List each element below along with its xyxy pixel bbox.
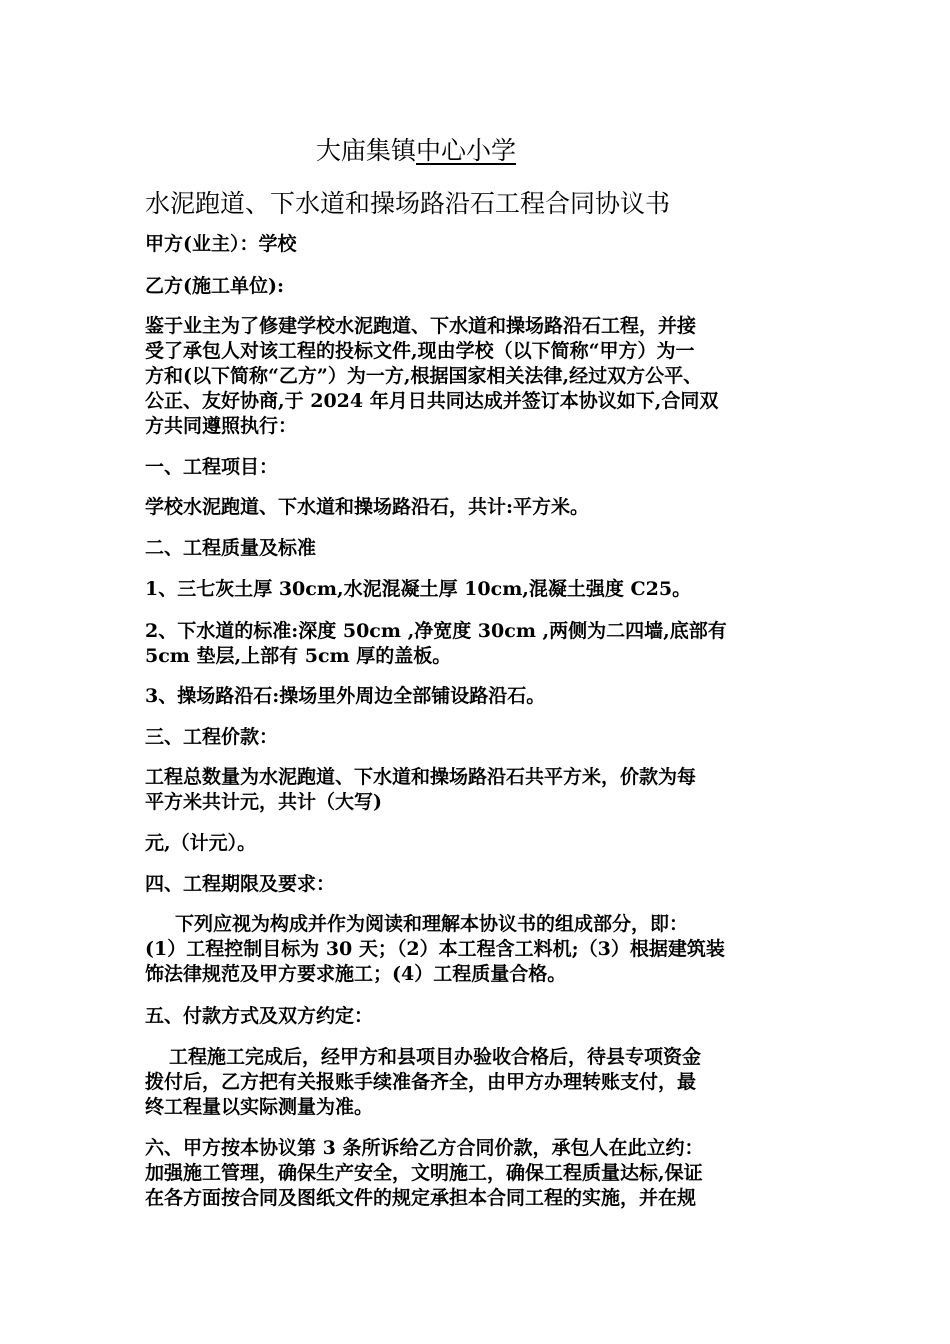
section-4-heading: 四、工程期限及要求： xyxy=(145,873,336,895)
section-1-body: 学校水泥跑道、下水道和操场路沿石，共计:平方米。 xyxy=(145,496,590,518)
preamble-paragraph: 鉴于业主为了修建学校水泥跑道、下水道和操场路沿石工程，并接 受了承包人对该工程的投标文件,现由学校（以下简称“甲方）为一 方和(以下简称“乙方”）为一方,根据国家相关法律,经过双方公平、 公正、友好协商,于 2024 年月日共同达成并签订本协议如下,合同双 方共同遵照执行： xyxy=(145,315,719,437)
section-5-body: 工程施工完成后，经甲方和县项目办验收合格后，待县专项资金 拨付后，乙方把有关报账手续准备齐全，由甲方办理转账支付，最 终工程量以实际测量为准。 xyxy=(145,1046,702,1118)
section-2-item-3: 3、操场路沿石:操场里外周边全部铺设路沿石。 xyxy=(145,685,546,707)
section-2-item-1: 1、三七灰土厚 30cm,水泥混凝土厚 10cm,混凝土强度 C25。 xyxy=(145,578,692,600)
school-name-prefix: 大庙集镇 xyxy=(316,136,417,165)
section-2-item-2: 2、下水道的标准:深度 50cm ,净宽度 30cm ,两侧为二四墙,底部有 5cm 垫层,上部有 5cm 厚的盖板。 xyxy=(145,620,727,667)
school-name xyxy=(316,134,516,168)
section-1-heading: 一、工程项目： xyxy=(145,456,279,478)
section-6-body: 六、甲方按本协议第 3 条所诉给乙方合同价款，承包人在此立约： 加强施工管理，确保生产安全，文明施工，确保工程质量达标,保证 在各方面按合同及图纸文件的规定承担本合同工程的实施，并在规 xyxy=(145,1137,704,1209)
section-3-heading: 三、工程价款： xyxy=(145,726,279,748)
section-3-body: 工程总数量为水泥跑道、下水道和操场路沿石共平方米，价款为每 平方米共计元，共计（大写) xyxy=(145,766,697,813)
document-title: 水泥跑道、下水道和操场路沿石工程合同协议书 xyxy=(145,189,671,218)
section-3-body-2: 元,（计元）。 xyxy=(145,832,257,854)
party-a: 甲方(业主）：学校 xyxy=(145,233,297,255)
school-name-underlined: 中心小学 xyxy=(416,136,517,165)
section-2-heading: 二、工程质量及标准 xyxy=(145,537,317,559)
section-4-body: 下列应视为构成并作为阅读和理解本协议书的组成部分，即： (1）工程控制目标为 30 天；（2）本工程含工料机;（3）根据建筑装 饰法律规范及甲方要求施工；(4）工程质量合格。 xyxy=(145,913,725,985)
party-b: 乙方(施工单位): xyxy=(145,275,284,297)
section-5-heading: 五、付款方式及双方约定： xyxy=(145,1005,374,1027)
